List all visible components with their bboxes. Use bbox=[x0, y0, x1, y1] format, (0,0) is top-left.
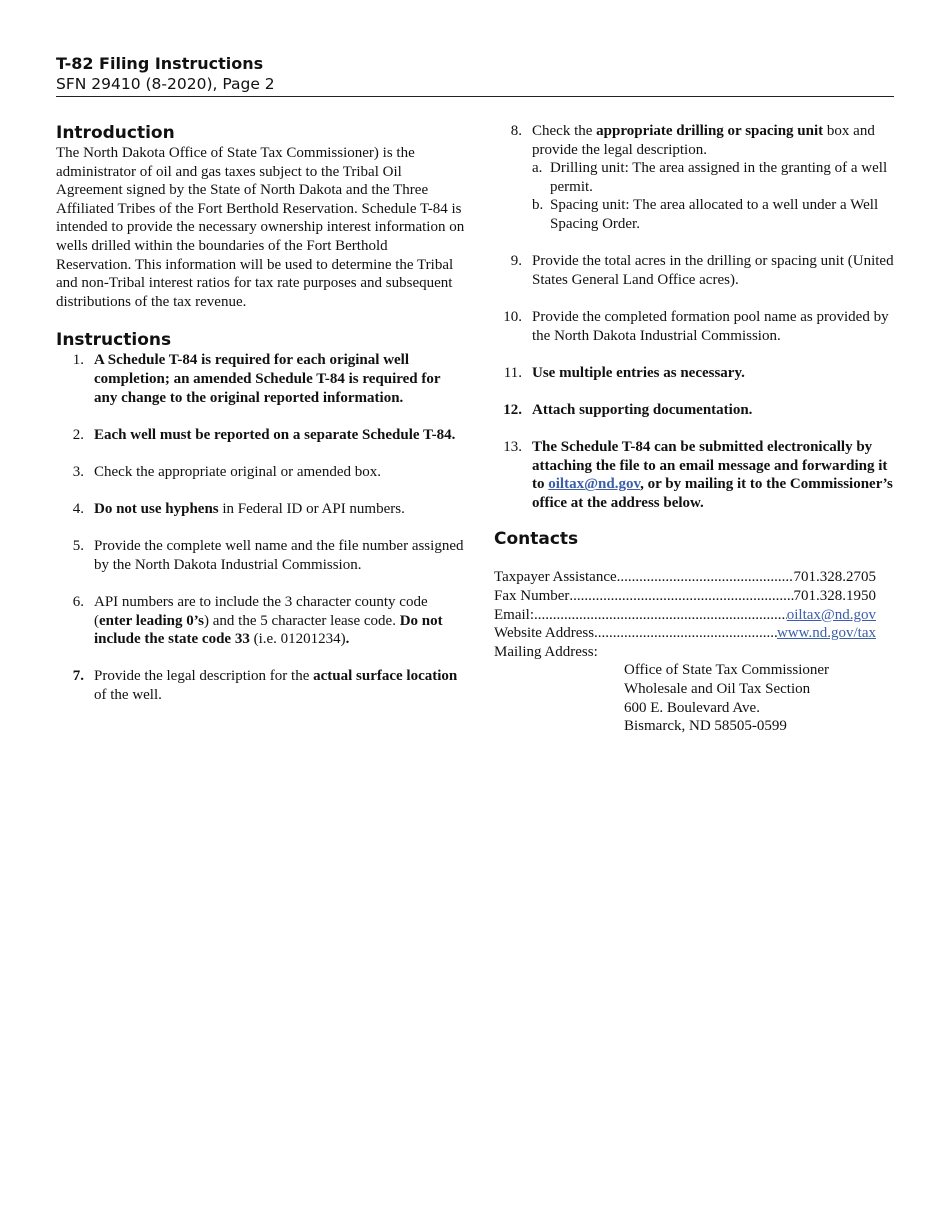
instruction-item-3 bbox=[56, 463, 466, 482]
contact-label: Website Address bbox=[494, 625, 595, 642]
sub-item-text: Spacing unit: The area allocated to a well under a Well Spacing Order. bbox=[550, 197, 879, 232]
email-link[interactable]: oiltax@nd.gov bbox=[548, 476, 641, 493]
contact-website-link[interactable]: www.nd.gov/tax bbox=[776, 625, 876, 642]
item-text: Use multiple entries as necessary. bbox=[532, 364, 745, 381]
item-number: 10. bbox=[503, 308, 522, 325]
sub-item-text: Drilling unit: The area assigned in the granting of a well permit. bbox=[550, 160, 888, 195]
item-bold-text: , or by mailing it to the Commissioner’s office at the address below. bbox=[532, 476, 893, 511]
item-number: 2. bbox=[72, 426, 84, 443]
introduction-text: The North Dakota Office of State Tax Commissioner) is the administrator of oil and gas taxes subject to the Tribal Oil Agreement signed by the State of North Dakota and the Three Affiliated Tribes of the Fort Berthold Reservation. Schedule T-84 is intended to provide the necessary ownership interest information on wells drilled within the boundaries of the Fort Berthold Reservation. This information will be used to determine the Tribal and non-Tribal interest ratios for tax rate purposes and subsequent distributions of the tax revenue. bbox=[56, 145, 465, 310]
contact-label: Taxpayer Assistance bbox=[494, 569, 617, 586]
item-number: 5. bbox=[72, 538, 84, 555]
contact-email-link[interactable]: oiltax@nd.gov bbox=[786, 606, 876, 623]
contact-row-fax bbox=[494, 587, 876, 606]
item-bold-text: appropriate drilling or spacing unit bbox=[596, 123, 824, 139]
contact-row-taxpayer-assistance bbox=[494, 568, 876, 587]
item-text: box and provide the legal description. bbox=[532, 123, 875, 158]
contact-value: 701.328.1950 bbox=[793, 588, 876, 605]
item-text: Provide the completed formation pool name as provided by the North Dakota Industrial Commission. bbox=[532, 308, 889, 344]
dot-leader bbox=[617, 568, 794, 587]
contact-label: Email: bbox=[494, 606, 534, 623]
sub-item-letter: b. bbox=[532, 197, 544, 214]
dot-leader bbox=[594, 624, 777, 643]
form-number: SFN 29410 (8-2020), Page 2 bbox=[56, 75, 275, 93]
instruction-item-10 bbox=[494, 308, 894, 345]
instruction-item-6 bbox=[56, 593, 466, 649]
item-bold-text: Do not use hyphens bbox=[94, 501, 219, 518]
address-line: 600 E. Boulevard Ave. bbox=[624, 699, 760, 716]
item-number: 7. bbox=[72, 668, 84, 685]
item-number: 13. bbox=[503, 439, 522, 456]
instruction-item-2 bbox=[56, 426, 466, 445]
mailing-address-label: Mailing Address: bbox=[494, 643, 598, 660]
item-text: Provide the complete well name and the file number assigned by the North Dakota Industrial Commission. bbox=[94, 538, 464, 573]
instruction-item-7 bbox=[56, 667, 466, 704]
item-bold-text: actual surface location bbox=[313, 668, 458, 685]
item-number: 1. bbox=[72, 352, 84, 369]
right-column bbox=[494, 122, 894, 736]
contact-row-email bbox=[494, 606, 876, 625]
introduction-heading: Introduction bbox=[56, 123, 175, 143]
item-text: ) and the 5 character lease code. bbox=[204, 612, 400, 629]
item-bold-text: The Schedule T-84 can be submitted electronically by attaching the file to an email message and forwarding it to bbox=[532, 439, 888, 493]
address-line: Bismarck, ND 58505-0599 bbox=[624, 718, 787, 735]
item-number: 3. bbox=[72, 463, 84, 480]
contacts-list bbox=[494, 568, 894, 735]
sub-item-a bbox=[532, 159, 894, 196]
sub-item-b bbox=[532, 196, 894, 233]
item-bold-text: Do not include the state code 33 bbox=[94, 612, 443, 648]
item-text: API numbers are to include the 3 character county code ( bbox=[94, 594, 428, 629]
dot-leader bbox=[569, 587, 793, 606]
sub-item-letter: a. bbox=[532, 160, 543, 177]
item-bold-text: enter leading 0’s bbox=[99, 612, 204, 629]
item-text: (i.e. 01201234) bbox=[249, 631, 346, 648]
left-column bbox=[56, 122, 466, 705]
item-text: Each well must be reported on a separate Schedule T-84. bbox=[94, 426, 456, 443]
item-text: Provide the legal description for the bbox=[94, 668, 314, 685]
item-bold-text: . bbox=[345, 631, 350, 648]
item-text: Attach supporting documentation. bbox=[532, 401, 753, 418]
item-number: 9. bbox=[510, 253, 522, 270]
item-text: in Federal ID or API numbers. bbox=[218, 501, 405, 518]
item-text: Check the bbox=[532, 123, 597, 139]
item-number: 6. bbox=[72, 594, 84, 611]
item-text: Check the appropriate original or amended box. bbox=[94, 463, 381, 480]
page-header bbox=[56, 54, 894, 97]
instruction-item-1 bbox=[56, 351, 466, 407]
contact-label: Fax Number bbox=[494, 588, 570, 605]
page-title: T-82 Filing Instructions bbox=[56, 54, 264, 73]
item-text: Provide the total acres in the drilling or spacing unit (United States General Land Office acres). bbox=[532, 253, 894, 288]
contact-row-website bbox=[494, 624, 876, 643]
instruction-item-13 bbox=[494, 438, 894, 512]
item-number: 4. bbox=[72, 501, 84, 518]
contact-value: 701.328.2705 bbox=[793, 569, 876, 586]
item-number: 11. bbox=[503, 364, 522, 381]
instructions-heading: Instructions bbox=[56, 330, 172, 351]
contacts-heading: Contacts bbox=[494, 529, 579, 550]
instruction-item-5 bbox=[56, 537, 466, 574]
address-line: Wholesale and Oil Tax Section bbox=[624, 681, 811, 698]
item-number: 8. bbox=[510, 123, 522, 139]
instruction-item-12 bbox=[494, 401, 894, 420]
instruction-item-9 bbox=[494, 252, 894, 289]
item-text: A Schedule T-84 is required for each original well completion; an amended Schedule T-84 is required for any change to the original reported information. bbox=[94, 352, 441, 406]
instruction-item-11 bbox=[494, 364, 894, 383]
instruction-item-8 bbox=[494, 122, 894, 234]
address-line: Office of State Tax Commissioner bbox=[624, 662, 830, 679]
dot-leader bbox=[534, 606, 787, 625]
item-number: 12. bbox=[503, 401, 522, 418]
instruction-item-4 bbox=[56, 500, 466, 519]
mailing-address bbox=[494, 661, 894, 735]
item-text: of the well. bbox=[94, 687, 162, 704]
